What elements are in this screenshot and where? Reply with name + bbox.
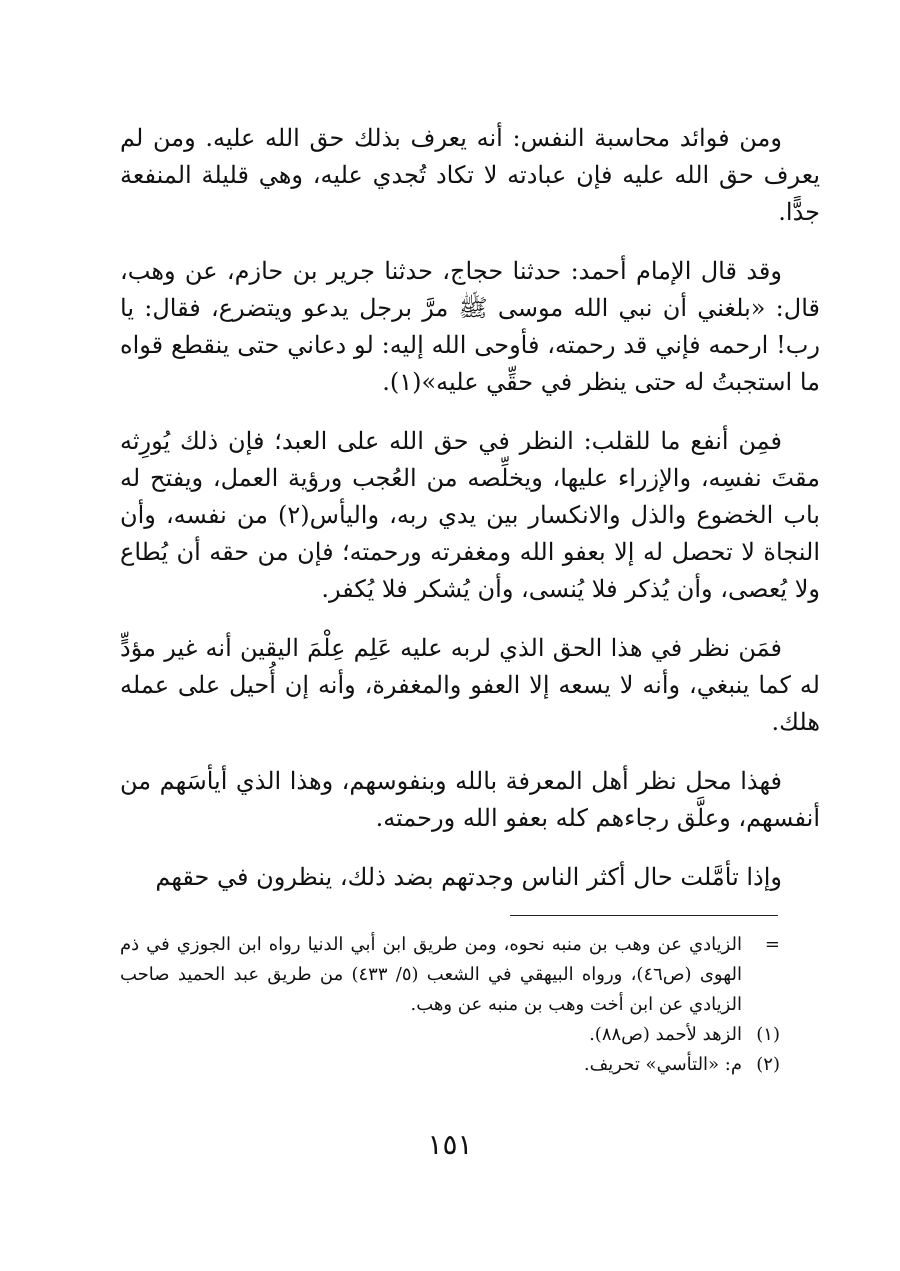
main-text xyxy=(120,120,820,896)
page-number: ١٥١ xyxy=(427,1128,473,1161)
footnote-text: م: «التأسي» تحريف. xyxy=(583,1054,742,1075)
paragraph-self-accounting: ومن فوائد محاسبة النفس: أنه يعرف بذلك حق الله عليه. ومن لم يعرف حق الله عليه فإن عبادته لا تكاد تُجدي عليه، وهي قليلة المنفعة جدًّا. xyxy=(120,124,820,226)
paragraph-benefit-for-heart: فمِن أنفع ما للقلب: النظر في حق الله على العبد؛ فإن ذلك يُورِثه مقتَ نفسِه، والإزراء عليها، ويخلِّصه من العُجب ورؤية العمل، ويفتح له باب الخضوع والذل والانكسار بين يدي ربه، واليأس(٢) من نفسه، وأن النجاة لا تحصل له إلا بعفو الله ومغفرته ورحمته؛ فإن من حقه أن يُطاع ولا يُعصى، وأن يُذكر فلا يُنسى، وأن يُشكر فلا يُكفر. xyxy=(120,427,820,603)
paragraph-most-people: وإذا تأمَّلت حال أكثر الناس وجدتهم بضد ذلك، ينظرون في حقهم xyxy=(155,863,782,891)
footnote-continuation-marker: = xyxy=(764,934,780,955)
footnote-marker: (١) xyxy=(756,1024,780,1045)
paragraph-imam-ahmad-narration: وقد قال الإمام أحمد: حدثنا حجاج، حدثنا جرير بن حازم، عن وهب، قال: «بلغني أن نبي الله موسى ﷺ مرَّ برجل يدعو ويتضرع، فقال: يا رب! ارحمه فإني قد رحمته، فأوحى الله إليه: لو دعاني حتى ينقطع قواه ما استجبتُ له حتى ينظر في حقِّي عليه»(١). xyxy=(120,257,820,396)
footnote-1 xyxy=(120,1020,780,1050)
footnote-marker: (٢) xyxy=(756,1054,780,1075)
footnote-text: الزهد لأحمد (ص٨٨). xyxy=(589,1024,742,1045)
paragraph-people-of-knowledge: فهذا محل نظر أهل المعرفة بالله وبنفوسهم، وهذا الذي أيأسَهم من أنفسهم، وعلَّق رجاءهم كله بعفو الله ورحمته. xyxy=(120,767,820,832)
footnote-continuation-text: الزيادي عن وهب بن منبه نحوه، ومن طريق ابن أبي الدنيا رواه ابن الجوزي في ذم الهوى (ص٤٦)، ورواه البيهقي في الشعب (٥/ ٤٣٣) من طريق عبد الحميد صاحب الزيادي عن ابن أخت وهب بن منبه عن وهب. xyxy=(120,934,742,1015)
footnotes xyxy=(120,930,780,1080)
paragraph-certain-knowledge: فمَن نظر في هذا الحق الذي لربه عليه عَلِم عِلْمَ اليقين أنه غير مؤدٍّ له كما ينبغي، وأنه لا يسعه إلا العفو والمغفرة، وأنه إن أُحيل على عمله هلك. xyxy=(120,634,820,736)
footnote-separator xyxy=(510,915,778,916)
footnote-2 xyxy=(120,1050,780,1080)
footnote-continuation xyxy=(120,930,780,1020)
